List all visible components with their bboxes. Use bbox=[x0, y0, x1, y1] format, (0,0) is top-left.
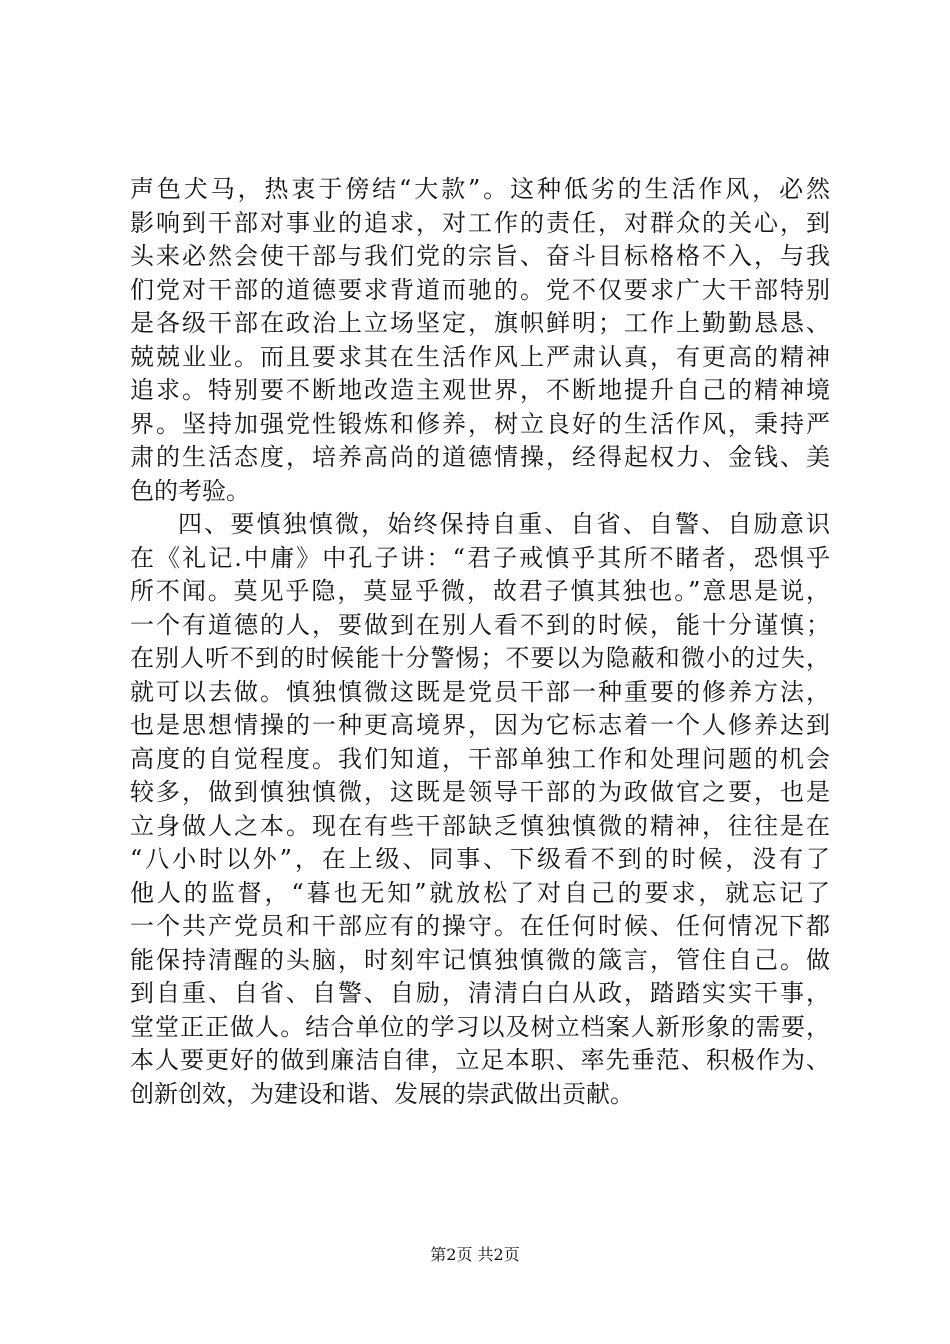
text-line: 兢兢业业。而且要求其在生活作风上严肃认真，有更高的精神 bbox=[130, 342, 830, 371]
body-text bbox=[130, 173, 830, 1111]
text-line: 堂堂正正做人。结合单位的学习以及树立档案人新形象的需要， bbox=[130, 1012, 830, 1041]
text-line: 肃的生活态度，培养高尚的道德情操，经得起权力、金钱、美 bbox=[130, 443, 830, 471]
text-line: 创新创效，为建设和谐、发展的崇武做出贡献。 bbox=[130, 1079, 634, 1108]
text-line: 头来必然会使干部与我们党的宗旨、奋斗目标格格不入，与我 bbox=[130, 242, 830, 270]
text-line: 在《礼记.中庸》中孔子讲：“君子戒慎乎其所不睹者，恐惧乎 bbox=[130, 543, 830, 572]
text-line: “八小时以外”，在上级、同事、下级看不到的时候，没有了 bbox=[130, 845, 830, 873]
text-line: 界。坚持加强党性锻炼和修养，树立良好的生活作风，秉持严 bbox=[130, 409, 830, 438]
text-line: 也是思想情操的一种更高境界，因为它标志着一个人修养达到 bbox=[130, 711, 830, 739]
text-line: 较多，做到慎独慎微，这既是领导干部的为政做官之要，也是 bbox=[130, 778, 830, 806]
text-line: 本人要更好的做到廉洁自律，立足本职、率先垂范、积极作为、 bbox=[130, 1046, 830, 1074]
text-line: 追求。特别要不断地改造主观世界，不断地提升自己的精神境 bbox=[130, 376, 830, 404]
page-footer: 第2页 共2页 bbox=[430, 1245, 520, 1264]
text-line: 一个有道德的人，要做到在别人看不到的时候，能十分谨慎； bbox=[130, 610, 830, 639]
text-line: 声色犬马，热衷于傍结“大款”。这种低劣的生活作风，必然 bbox=[130, 175, 830, 203]
text-line: 们党对干部的道德要求背道而驰的。党不仅要求广大干部特别 bbox=[130, 275, 830, 304]
text-line: 色的考验。 bbox=[130, 476, 250, 505]
text-line: 在别人听不到的时候能十分警惕；不要以为隐蔽和微小的过失， bbox=[130, 644, 830, 672]
section-heading: 四、要慎独慎微，始终保持自重、自省、自警、自励意识 bbox=[178, 510, 830, 538]
text-line: 是各级干部在政治上立场坚定，旗帜鲜明；工作上勤勤恳恳、 bbox=[130, 309, 830, 337]
text-line: 影响到干部对事业的追求，对工作的责任，对群众的关心，到 bbox=[130, 208, 830, 237]
text-line: 立身做人之本。现在有些干部缺乏慎独慎微的精神，往往是在 bbox=[130, 811, 830, 840]
text-line: 高度的自觉程度。我们知道，干部单独工作和处理问题的机会 bbox=[130, 744, 830, 773]
text-line: 他人的监督，“暮也无知”就放松了对自己的要求，就忘记了 bbox=[130, 878, 830, 907]
text-line: 所不闻。莫见乎隐，莫显乎微，故君子慎其独也。”意思是说， bbox=[130, 577, 830, 605]
text-line: 到自重、自省、自警、自励，清清白白从政，踏踏实实干事， bbox=[130, 979, 830, 1007]
text-line: 能保持清醒的头脑，时刻牢记慎独慎微的箴言，管住自己。做 bbox=[130, 945, 830, 974]
text-line: 就可以去做。慎独慎微这既是党员干部一种重要的修养方法， bbox=[130, 677, 830, 706]
text-line: 一个共产党员和干部应有的操守。在任何时候、任何情况下都 bbox=[130, 912, 830, 940]
